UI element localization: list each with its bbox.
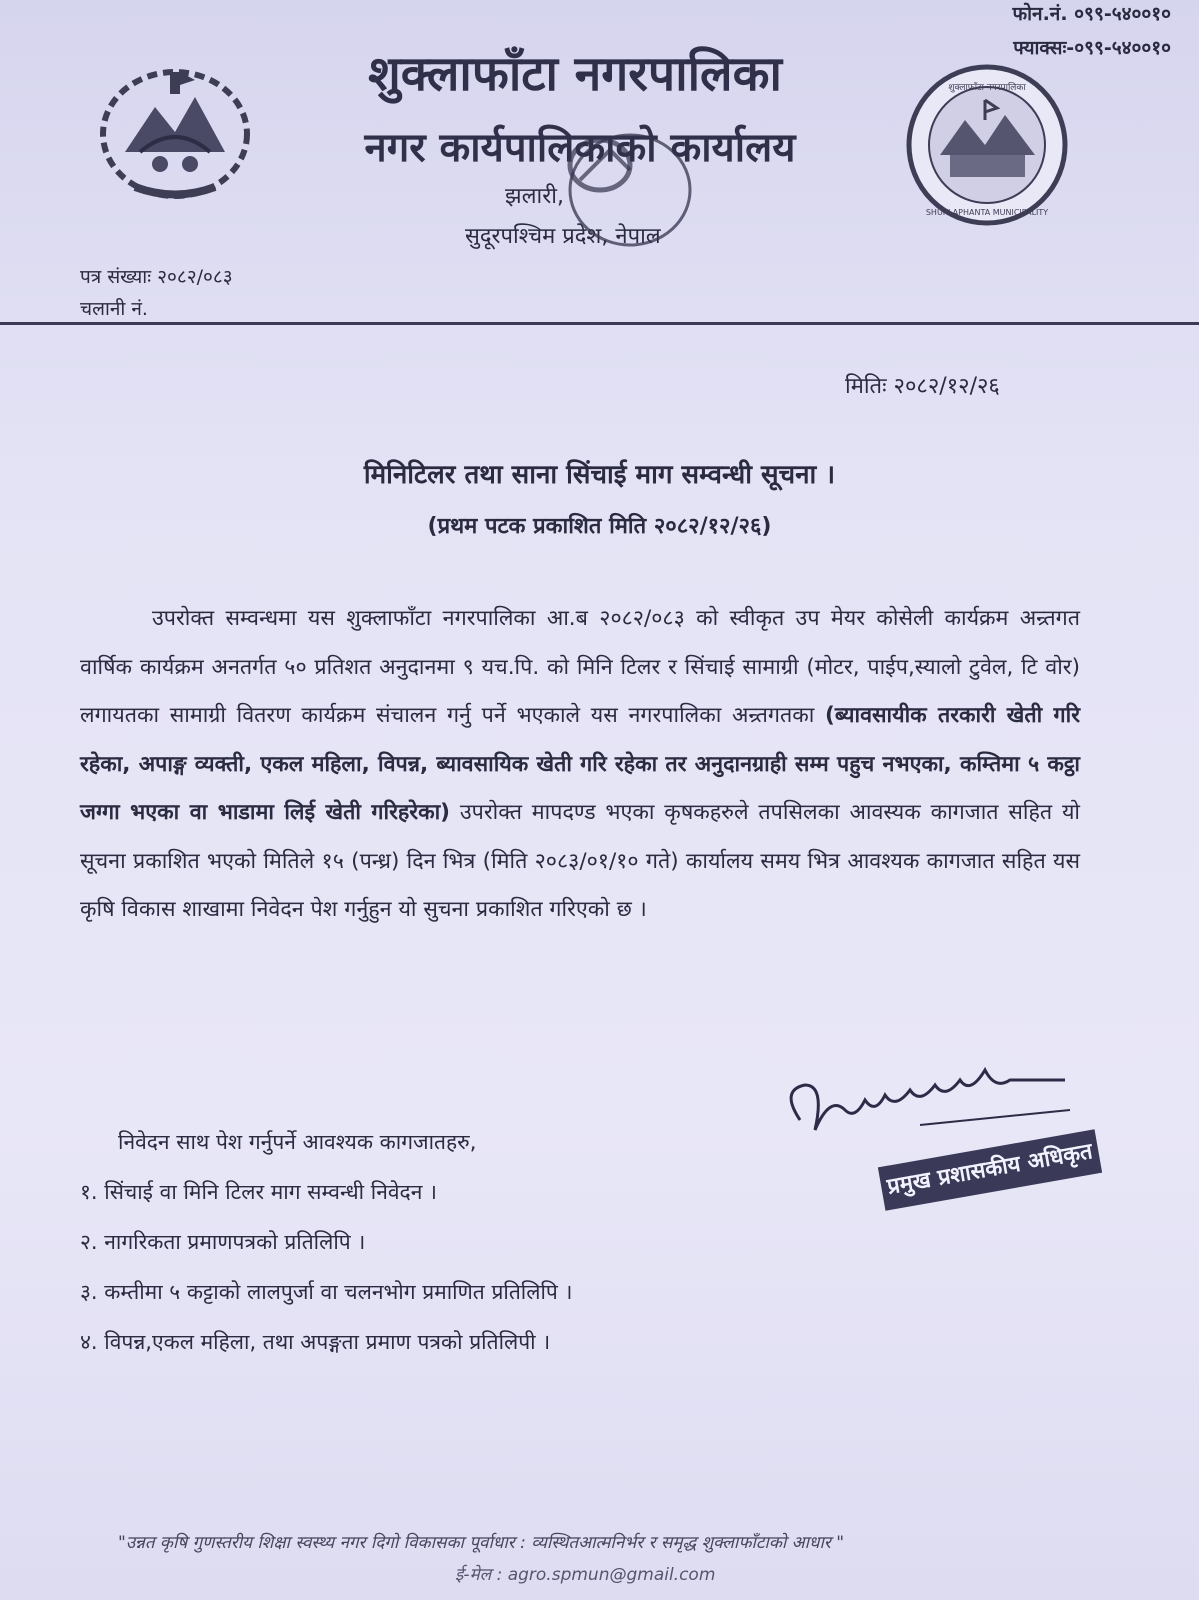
body-eligibility-criteria: (ब्यावसायीक तरकारी खेती गरि रहेका, अपाङ्ग व्यक्ती, एकल महिला, विपन्न, ब्यावसायिक खेती गरि रहेका तर अनुदानग्राही सम्म पहुच नभएका, कम्तिमा ५ कट्ठा जग्गा भएका वा भाडामा लिई खेती गरिहरेका): [80, 703, 1081, 825]
municipality-seal-icon: [905, 60, 1070, 230]
letter-date: मितिः २०८२/१२/२६: [845, 374, 1000, 399]
document-item-3: ३. कम्तीमा ५ कट्टाको लालपुर्जा वा चलनभोग प्रमाणित प्रतिलिपि ।: [80, 1280, 573, 1304]
notice-body: [80, 595, 1080, 935]
dispatch-number: चलानी नं.: [80, 298, 148, 320]
office-name: नगर कार्यपालिकाको कार्यालय: [364, 125, 796, 171]
address-line-2: सुदूरपश्चिम प्रदेश, नेपाल: [465, 224, 661, 249]
official-title-stamp: प्रमुख प्रशासकीय अधिकृत: [878, 1129, 1102, 1211]
document-item-1: १. सिंचाई वा मिनि टिलर माग सम्वन्धी निवेदन ।: [80, 1180, 437, 1204]
notice-subheading: (प्रथम पटक प्रकाशित मिति २०८२/१२/२६): [427, 514, 772, 539]
address-line-1: झलारी,: [505, 184, 564, 209]
document-item-4: ४. विपन्न,एकल महिला, तथा अपङ्गता प्रमाण पत्रको प्रतिलिपी ।: [80, 1330, 551, 1354]
header-divider: [0, 322, 1199, 325]
notice-heading: मिनिटिलर तथा साना सिंचाई माग सम्वन्धी सूचना ।: [363, 460, 836, 490]
document-item-2: २. नागरिकता प्रमाणपत्रको प्रतिलिपि ।: [80, 1230, 366, 1254]
footer-motto: "उन्नत कृषि गुणस्तरीय शिक्षा स्वस्थ्य नगर दिगो विकासका पूर्वाधार : व्यस्थितआत्मनिर्भर र समृद्ध शुक्लाफाँटाको आधार ": [118, 1533, 845, 1553]
nepal-emblem-icon: [85, 52, 265, 212]
documents-title: निवेदन साथ पेश गर्नुपर्ने आवश्यक कागजातहरु,: [118, 1130, 477, 1154]
phone-number: फोन.नं. ०९९-५४००१०: [1012, 3, 1171, 25]
fax-number: फ्याक्सः-०९९-५४००१०: [1013, 37, 1171, 59]
reference-number: पत्र संख्याः २०८२/०८३: [80, 266, 233, 288]
seal-bottom-text: SHUKLAPHANTA MUNICIPALITY: [925, 208, 1049, 217]
footer-email: ई-मेल : agro.spmun@gmail.com: [455, 1565, 716, 1585]
org-name: शुक्लाफाँटा नगरपालिका: [368, 46, 782, 102]
body-text-part-2: उपरोक्त मापदण्ड भएका कृषकहरुले तपसिलका आवस्यक कागजात सहित यो सूचना प्रकाशित भएको मितिले १५ (पन्ध्र) दिन भित्र (मिति २०८३/०१/१० गते) कार्यालय समय भित्र आवश्यक कागजात सहित यस कृषि विकास शाखामा निवेदन पेश गर्नुहुन यो सुचना प्रकाशित गरिएको छ ।: [80, 800, 1081, 922]
body-text-part-1: उपरोक्त सम्वन्धमा यस शुक्लाफाँटा नगरपालिका आ.ब २०८२/०८३ को स्वीकृत उप मेयर कोसेली कार्यक्रम अन्र्तगत वार्षिक कार्यक्रम अनतर्गत ५० प्रतिशत अनुदानमा ९ यच.पि. को मिनि टिलर र सिंचाई सामाग्री (मोटर, पाईप,स्यालो टुवेल, टि वोर) लगायतका सामाग्री वितरण कार्यक्रम संचालन गर्नु पर्ने भएकाले यस नगरपालिका अन्र्तगतका: [80, 606, 1080, 728]
office-stamp-icon: [540, 120, 720, 280]
seal-top-text: शुक्लाफाँटा नगरपालिका: [948, 83, 1026, 93]
